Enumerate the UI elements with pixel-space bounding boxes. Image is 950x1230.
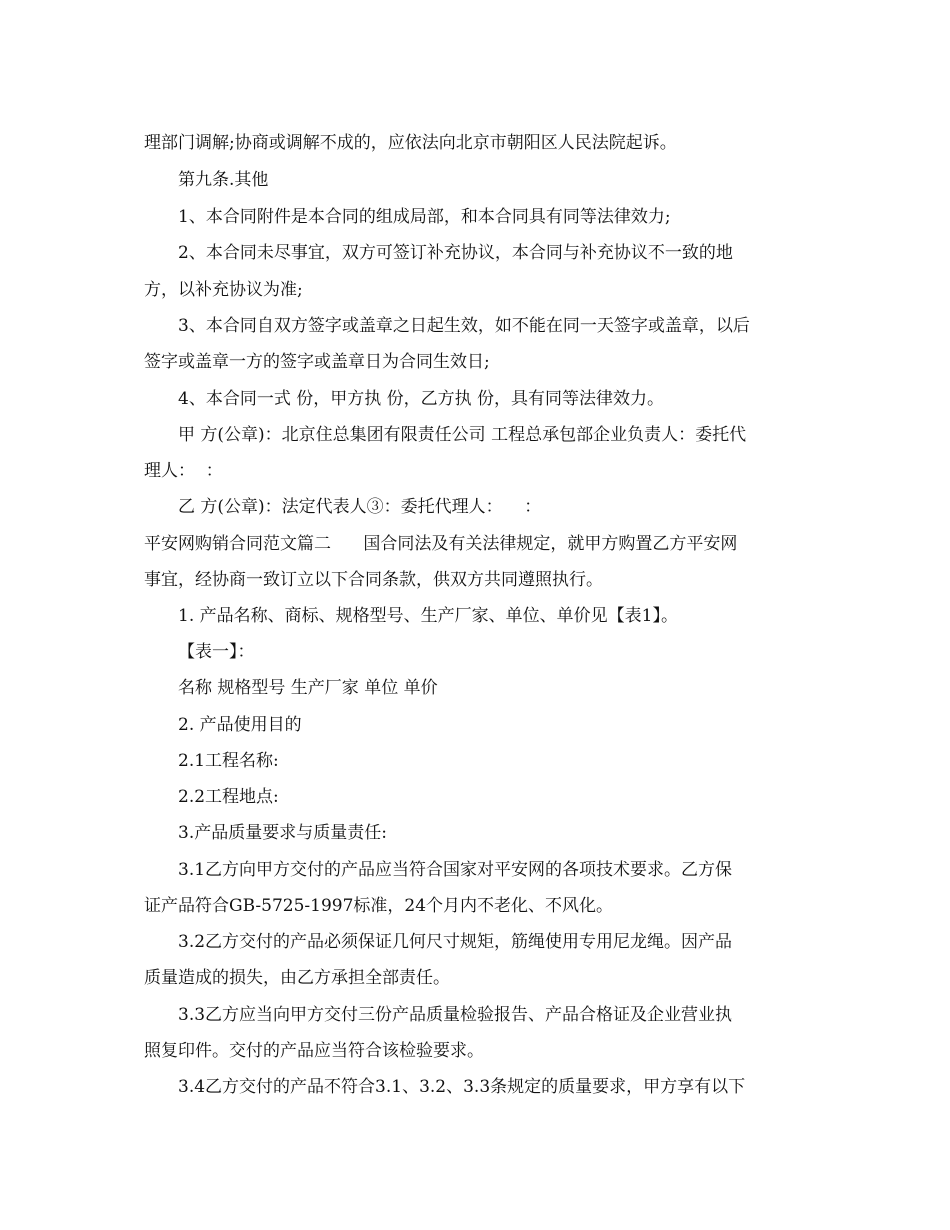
text-line: 2. 产品使用目的 [178, 715, 302, 735]
section-title: 平安网购销合同范文篇二 国合同法及有关法律规定，就甲方购置乙方平安网 [144, 534, 738, 554]
table-header: 名称 规格型号 生产厂家 单位 单价 [178, 678, 438, 698]
text-line: 事宜，经协商一致订立以下合同条款，供双方共同遵照执行。 [144, 570, 603, 590]
text-line: 3.4乙方交付的产品不符合3.1、3.2、3.3条规定的质量要求，甲方享有以下 [178, 1077, 746, 1097]
text-line: 3、本合同自双方签字或盖章之日起生效，如不能在同一天签字或盖章，以后 [178, 316, 750, 336]
signature-line: 乙 方(公章)：法定代表人③：委托代理人： ： [178, 497, 542, 517]
text-line: 3.1乙方向甲方交付的产品应当符合国家对平安网的各项技术要求。乙方保 [178, 860, 733, 880]
text-line: 理部门调解;协商或调解不成的，应依法向北京市朝阳区人民法院起诉。 [144, 133, 677, 153]
text-line: 方，以补充协议为准; [144, 280, 303, 300]
text-line: 签字或盖章一方的签字或盖章日为合同生效日; [144, 352, 490, 372]
text-line: 2.2工程地点: [178, 787, 279, 807]
text-line: 1. 产品名称、商标、规格型号、生产厂家、单位、单价见【表1】。 [178, 606, 678, 626]
text-line: 照复印件。交付的产品应当符合该检验要求。 [144, 1041, 484, 1061]
text-line: 质量造成的损失，由乙方承担全部责任。 [144, 968, 450, 988]
text-line: 3.3乙方应当向甲方交付三份产品质量检验报告、产品合格证及企业营业执 [178, 1005, 733, 1025]
signature-line: 理人： ： [144, 461, 223, 481]
text-line: 证产品符合GB-5725-1997标准，24个月内不老化、不风化。 [144, 896, 614, 916]
signature-line: 甲 方(公章)：北京住总集团有限责任公司 工程总承包部企业负责人：委托代 [178, 425, 747, 445]
text-line: 2.1工程名称: [178, 751, 279, 771]
text-line: 1、本合同附件是本合同的组成局部，和本合同具有同等法律效力; [178, 207, 671, 227]
text-line: 2、本合同未尽事宜，双方可签订补充协议，本合同与补充协议不一致的地 [178, 243, 733, 263]
table-caption: 【表一】： [178, 642, 255, 662]
text-line: 4、本合同一式 份，甲方执 份，乙方执 份，具有同等法律效力。 [178, 389, 665, 409]
section-heading: 第九条.其他 [178, 170, 269, 190]
text-line: 3.2乙方交付的产品必须保证几何尺寸规矩，筋绳使用专用尼龙绳。因产品 [178, 932, 733, 952]
text-line: 3.产品质量要求与质量责任: [178, 823, 387, 843]
